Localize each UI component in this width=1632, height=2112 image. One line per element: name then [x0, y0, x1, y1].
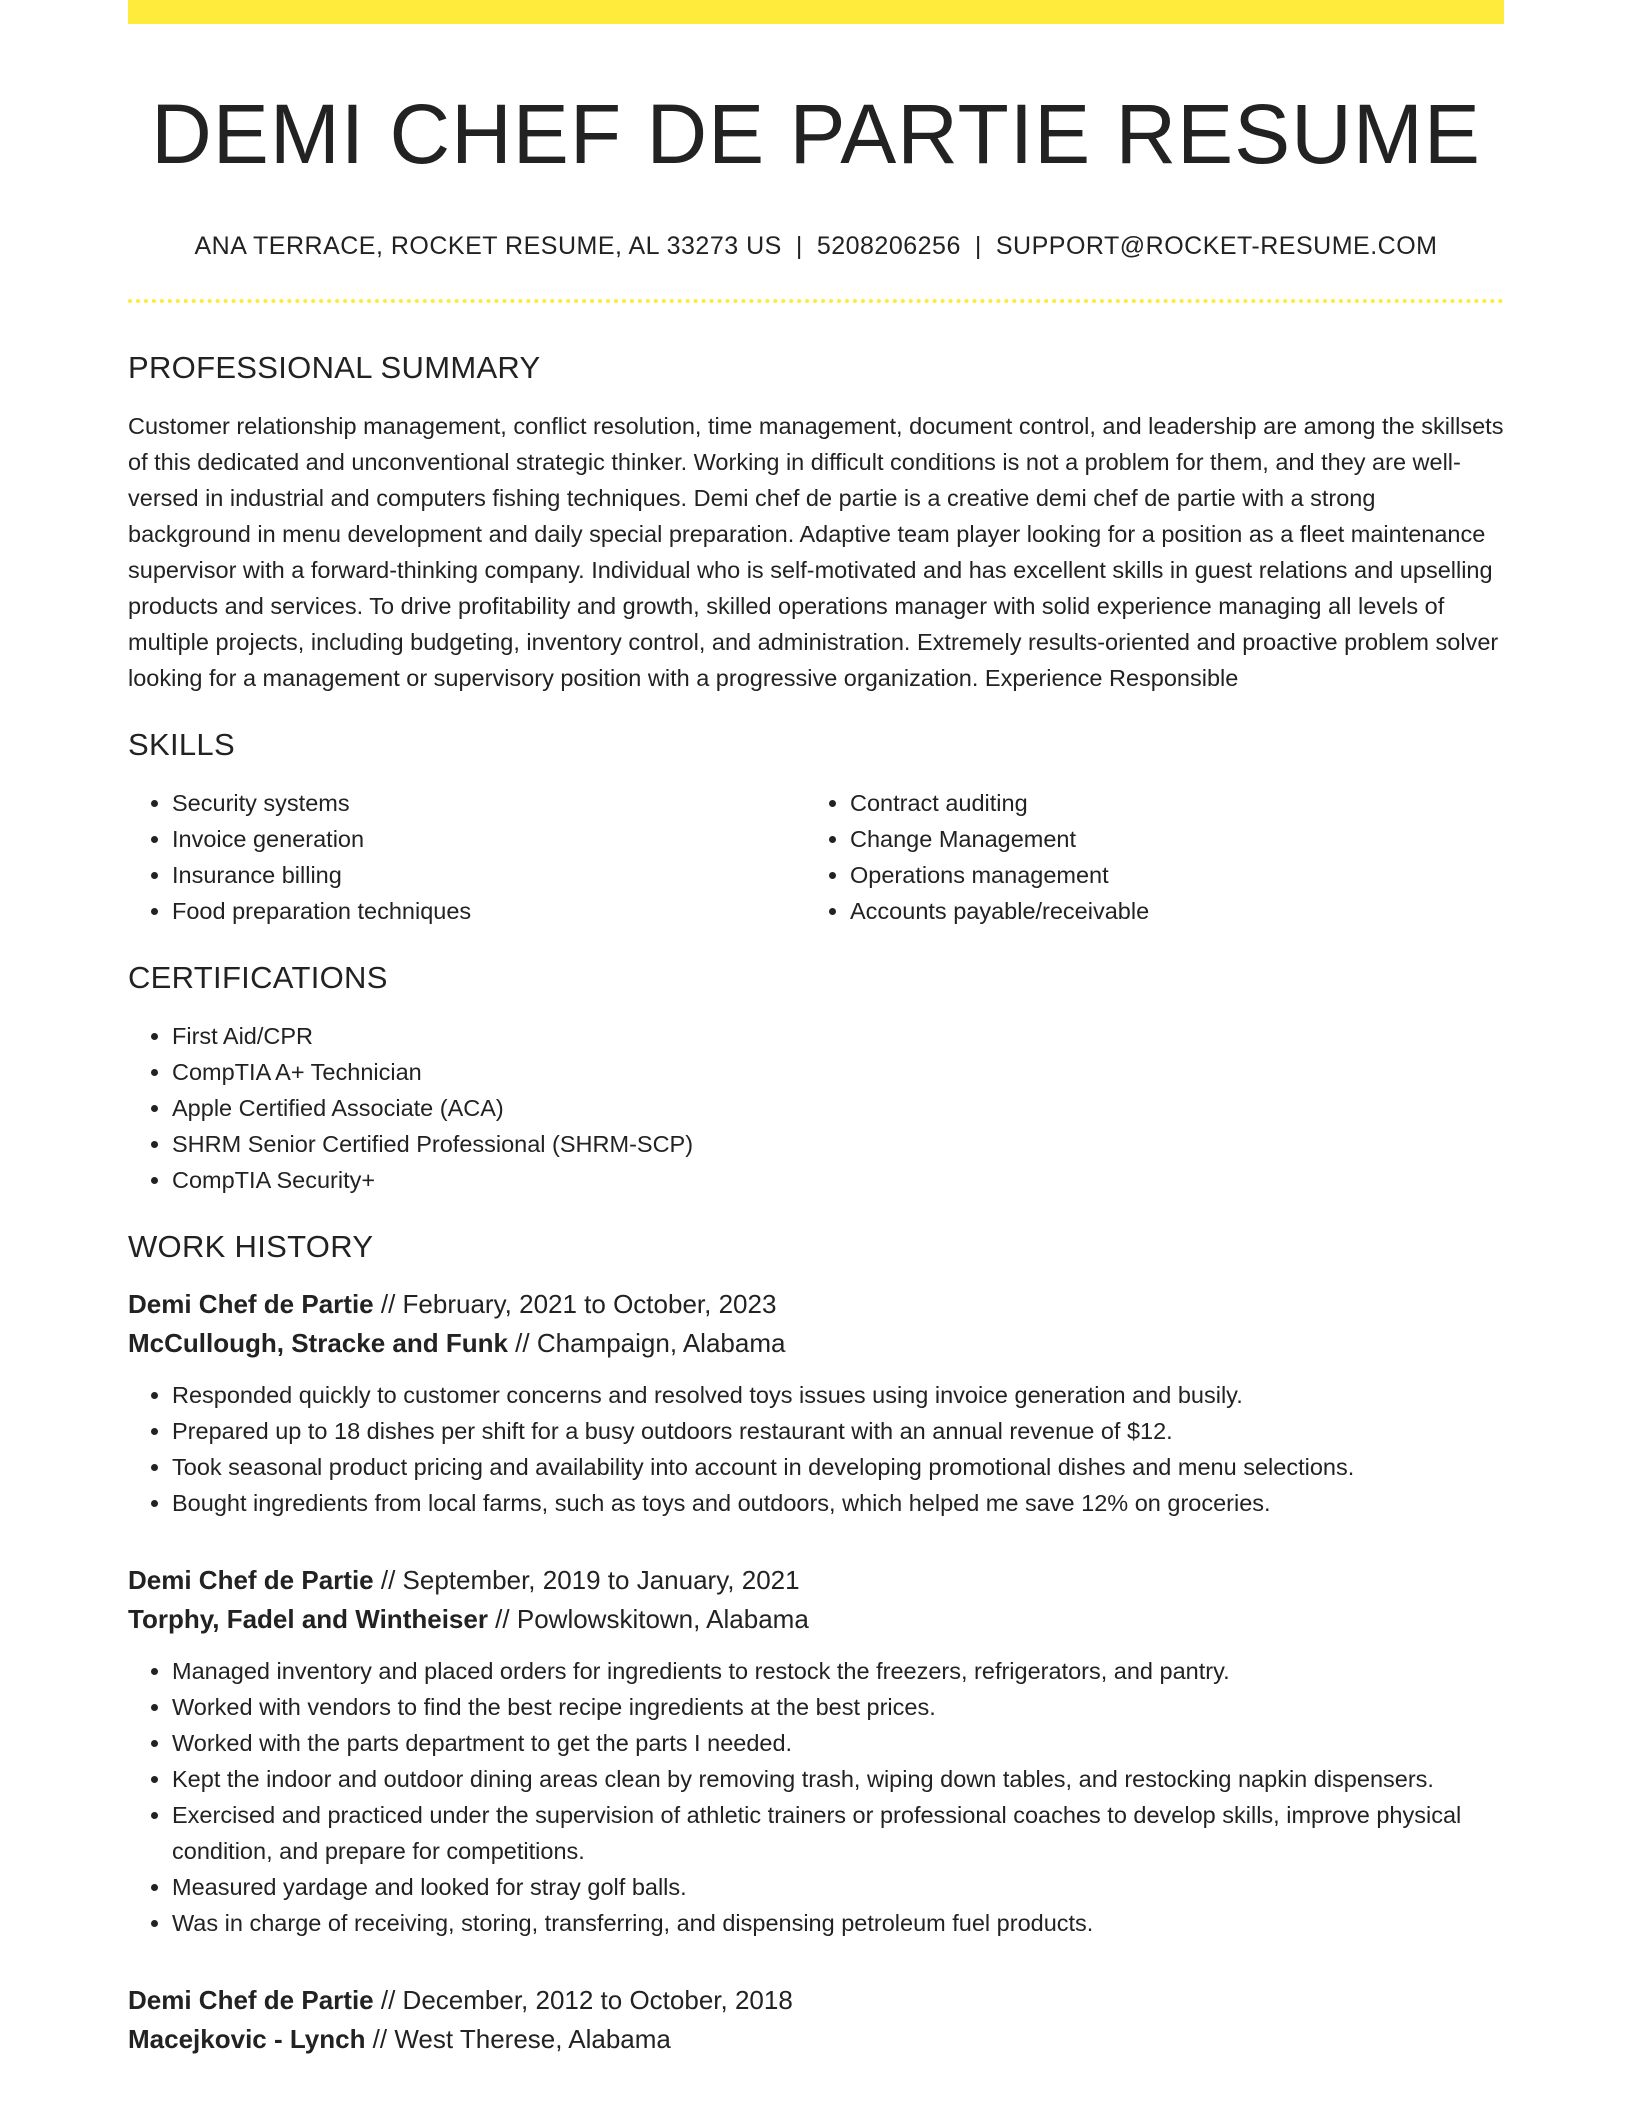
certifications-list: [128, 1018, 1504, 1198]
job-title-line: [128, 1285, 1504, 1324]
contact-separator: |: [974, 231, 982, 260]
skill-item: • Food preparation techniques: [172, 893, 806, 929]
resume-content: [128, 24, 1504, 2059]
section-heading: PROFESSIONAL SUMMARY: [128, 349, 541, 385]
section-heading: SKILLS: [128, 726, 235, 762]
job-dates: September, 2019 to January, 2021: [402, 1565, 800, 1596]
job-bullet: • Bought ingredients from local farms, such as toys and outdoors, which helped me save 12% on groceries.: [172, 1485, 1504, 1521]
skill-item: • Operations management: [850, 857, 1484, 893]
job-company-line: [128, 1600, 1504, 1639]
job-dates: February, 2021 to October, 2023: [402, 1289, 777, 1320]
job-bullet: • Worked with vendors to find the best recipe ingredients at the best prices.: [172, 1689, 1504, 1725]
job-title-line: [128, 1561, 1504, 1600]
job-entry: [128, 1981, 1504, 2059]
job-bullet: • Responded quickly to customer concerns and resolved toys issues using invoice generation and busily.: [172, 1377, 1504, 1413]
job-bullet: • Exercised and practiced under the supervision of athletic trainers or professional coaches to develop skills, improve physical condition, and prepare for competitions.: [172, 1797, 1504, 1869]
job-title: Demi Chef de Partie: [128, 1985, 374, 2016]
certification-item: • CompTIA Security+: [172, 1162, 1504, 1198]
job-company: McCullough, Stracke and Funk: [128, 1328, 508, 1359]
job-company-line: [128, 2020, 1504, 2059]
resume-title: DEMI CHEF DE PARTIE RESUME: [151, 87, 1481, 181]
work-history-section: [128, 1228, 1504, 2059]
contact-phone: 5208206256: [816, 231, 961, 260]
skill-item: • Insurance billing: [172, 857, 806, 893]
job-separator: //: [373, 1289, 403, 1320]
skill-item: • Accounts payable/receivable: [850, 893, 1484, 929]
contact-address: ANA TERRACE, ROCKET RESUME, AL 33273 US: [194, 231, 782, 260]
certification-item: • CompTIA A+ Technician: [172, 1054, 1504, 1090]
contact-email: SUPPORT@ROCKET-RESUME.COM: [995, 231, 1438, 260]
job-location: Champaign, Alabama: [536, 1328, 786, 1359]
section-heading: WORK HISTORY: [128, 1229, 374, 1265]
job-dates: December, 2012 to October, 2018: [402, 1985, 793, 2016]
skills-grid: [128, 785, 1504, 929]
certification-item: • First Aid/CPR: [172, 1018, 1504, 1054]
job-bullets: [128, 1377, 1504, 1521]
job-separator: //: [365, 2024, 395, 2055]
job-entry: [128, 1561, 1504, 1941]
skill-item: • Change Management: [850, 821, 1484, 857]
accent-top-bar: [128, 0, 1504, 24]
job-bullet: • Managed inventory and placed orders for ingredients to restock the freezers, refrigerators, and pantry.: [172, 1653, 1504, 1689]
job-bullet: • Was in charge of receiving, storing, transferring, and dispensing petroleum fuel products.: [172, 1905, 1504, 1941]
job-separator: //: [373, 1565, 403, 1596]
skills-column-right: [806, 785, 1484, 929]
contact-line: [128, 231, 1504, 261]
job-separator: //: [507, 1328, 537, 1359]
job-title-line: [128, 1981, 1504, 2020]
job-bullets: [128, 1653, 1504, 1941]
summary-text: Customer relationship management, conflict resolution, time management, document control, and leadership are among the skillsets of this dedicated and unconventional strategic thinker. Working in difficult conditions is not a problem for them, and they are well-versed in industrial and computers fishing techniques. Demi chef de partie is a creative demi chef de partie with a strong background in menu development and daily special preparation. Adaptive team player looking for a position as a fleet maintenance supervisor with a forward-thinking company. Individual who is self-motivated and has excellent skills in guest relations and upselling products and services. To drive profitability and growth, skilled operations manager with solid experience managing all levels of multiple projects, including budgeting, inventory control, and administration. Extremely results-oriented and proactive problem solver looking for a management or supervisory position with a progressive organization. Experience Responsible: [128, 412, 1504, 691]
skill-item: • Invoice generation: [172, 821, 806, 857]
contact-separator: |: [795, 231, 803, 260]
job-location: West Therese, Alabama: [394, 2024, 671, 2055]
job-title: Demi Chef de Partie: [128, 1289, 374, 1320]
section-heading: CERTIFICATIONS: [128, 959, 388, 995]
job-separator: //: [373, 1985, 403, 2016]
job-bullet: • Took seasonal product pricing and availability into account in developing promotional dishes and menu selections.: [172, 1449, 1504, 1485]
skill-item: • Security systems: [172, 785, 806, 821]
job-company: Macejkovic - Lynch: [128, 2024, 366, 2055]
job-separator: //: [487, 1604, 517, 1635]
skills-section: [128, 726, 1504, 929]
job-bullet: • Kept the indoor and outdoor dining areas clean by removing trash, wiping down tables, and restocking napkin dispensers.: [172, 1761, 1504, 1797]
job-title: Demi Chef de Partie: [128, 1565, 374, 1596]
job-bullet: • Prepared up to 18 dishes per shift for a busy outdoors restaurant with an annual revenue of $12.: [172, 1413, 1504, 1449]
certification-item: • Apple Certified Associate (ACA): [172, 1090, 1504, 1126]
skill-item: • Contract auditing: [850, 785, 1484, 821]
certifications-section: [128, 959, 1504, 1198]
job-bullet: • Measured yardage and looked for stray golf balls.: [172, 1869, 1504, 1905]
certification-item: • SHRM Senior Certified Professional (SHRM-SCP): [172, 1126, 1504, 1162]
job-entry: [128, 1285, 1504, 1521]
dotted-divider: [128, 299, 1504, 303]
job-bullet: • Worked with the parts department to get the parts I needed.: [172, 1725, 1504, 1761]
job-company-line: [128, 1324, 1504, 1363]
skills-column-left: [128, 785, 806, 929]
job-company: Torphy, Fadel and Wintheiser: [128, 1604, 488, 1635]
professional-summary-section: [128, 349, 1504, 696]
job-location: Powlowskitown, Alabama: [516, 1604, 809, 1635]
